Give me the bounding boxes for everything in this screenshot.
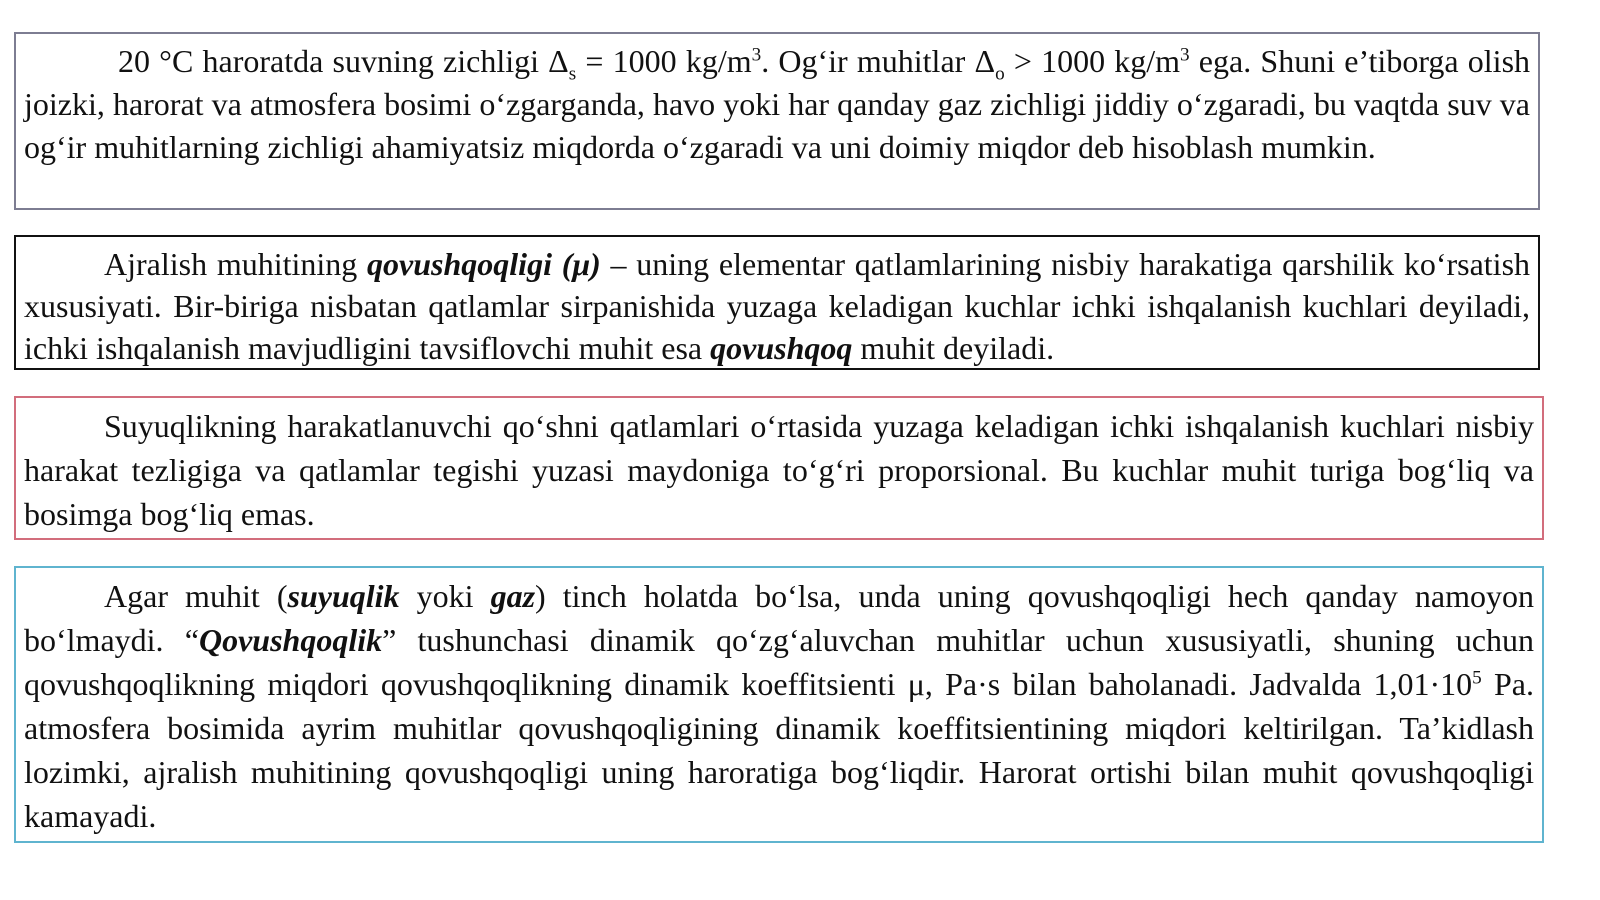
dynamic-viscosity-box: [14, 566, 1544, 843]
term-viscosity: qovushqoqligi (μ): [367, 246, 601, 282]
text-run: Agar muhit (: [104, 578, 288, 614]
superscript: 3: [1180, 44, 1190, 66]
friction-forces-paragraph: Suyuqlikning harakatlanuvchi qo‘shni qatlamlari o‘rtasida yuzaga keladigan ichki ishqalanish kuchlari nisbiy harakat tezligiga va qatlamlar tegishi yuzasi maydoniga to‘g‘ri proporsional. Bu kuchlar muhit turiga bog‘liq va bosimga bog‘liq emas.: [24, 408, 1534, 532]
text-run: ega. Shuni e’tiborga olish joizki, harorat va atmosfera bosimi o‘zgarganda, havo yoki har qanday gaz zichligi jiddiy o‘zgaradi, bu vaqtda suv va og‘ir muhitlarning zichligi ahamiyatsiz miqdorda o‘zgaradi va uni doimiy miqdor deb hisoblash mumkin.: [24, 43, 1531, 165]
text-run: yoki: [399, 578, 491, 614]
term-viscosity-concept: Qovushqoqlik: [198, 622, 383, 658]
term-viscous: qovushqoq: [710, 330, 853, 366]
superscript: 5: [1472, 667, 1482, 689]
text-run: Ajralish muhitining: [104, 246, 368, 282]
text-run: ) tinch holatda bo‘lsa, unda uning qovushqoqligi hech qanday namoyon bo‘lmaydi. “: [24, 578, 1535, 658]
superscript: 3: [751, 44, 762, 66]
subscript: s: [568, 63, 577, 85]
text-run: > 1000 kg/m: [1004, 43, 1181, 79]
text-run: 20 °C haroratda suvning zichligi Δ: [118, 43, 569, 79]
density-paragraph: [24, 40, 1530, 169]
density-text-box: [14, 32, 1540, 210]
text-run: = 1000 kg/m: [576, 43, 752, 79]
friction-forces-box: [14, 396, 1544, 540]
term-liquid: suyuqlik: [287, 578, 400, 614]
text-run: muhit deyiladi.: [852, 330, 1055, 366]
text-run: – uning elementar qatlamlarining nisbiy harakatiga qarshilik ko‘rsatish xususiyati. Bir-biriga nisbatan qatlamlar sirpanishida yuzaga keladigan kuchlar ichki ishqalanish kuchlari deyiladi, ichki ishqalanish mavjudligini tavsiflovchi muhit esa: [24, 246, 1531, 366]
text-run: ” tushunchasi dinamik qo‘zg‘aluvchan muhitlar uchun xususiyatli, shuning uchun qovushqoqlikning miqdori qovushqoqlikning dinamik koeffitsienti μ, Pa·s bilan baholanadi. Jadvalda 1,01·10: [24, 622, 1535, 702]
subscript: o: [995, 63, 1005, 85]
text-run: . Og‘ir muhitlar Δ: [761, 43, 996, 79]
text-run: Pa. atmosfera bosimida ayrim muhitlar qovushqoqligining dinamik koeffitsientining miqdori keltirilgan. Ta’kidlash lozimki, ajralish muhitining qovushqoqligi uning haroratiga bog‘liqdir. Harorat ortishi bilan muhit qovushqoqligi kamayadi.: [24, 666, 1535, 834]
viscosity-definition-paragraph: [24, 243, 1530, 369]
dynamic-viscosity-paragraph: [24, 574, 1534, 838]
term-gas: gaz: [490, 578, 536, 614]
viscosity-definition-box: [14, 235, 1540, 370]
